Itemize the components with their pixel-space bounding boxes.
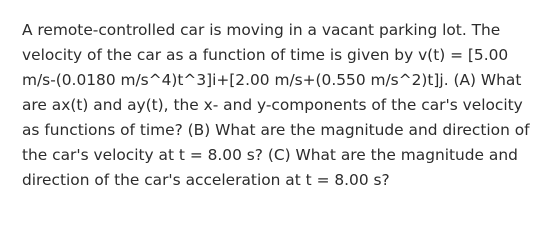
question-text: A remote-controlled car is moving in a vacant parking lot. The velocity of the car as a function of time is given by v(t) = [5.00 m/s-(0.0180 m/s^4)t^3]i+[2.00 m/s+(0.550 m/s^2)t]j. (A) What are ax(t) and ay(t), the x- and y-components of the car's velocity as functions of time? (B) What are the magnitude and direction of the car's velocity at t = 8.00 s? (C) What are the magnitude and direction of the car's acceleration at t = 8.00 s?: [22, 21, 530, 189]
